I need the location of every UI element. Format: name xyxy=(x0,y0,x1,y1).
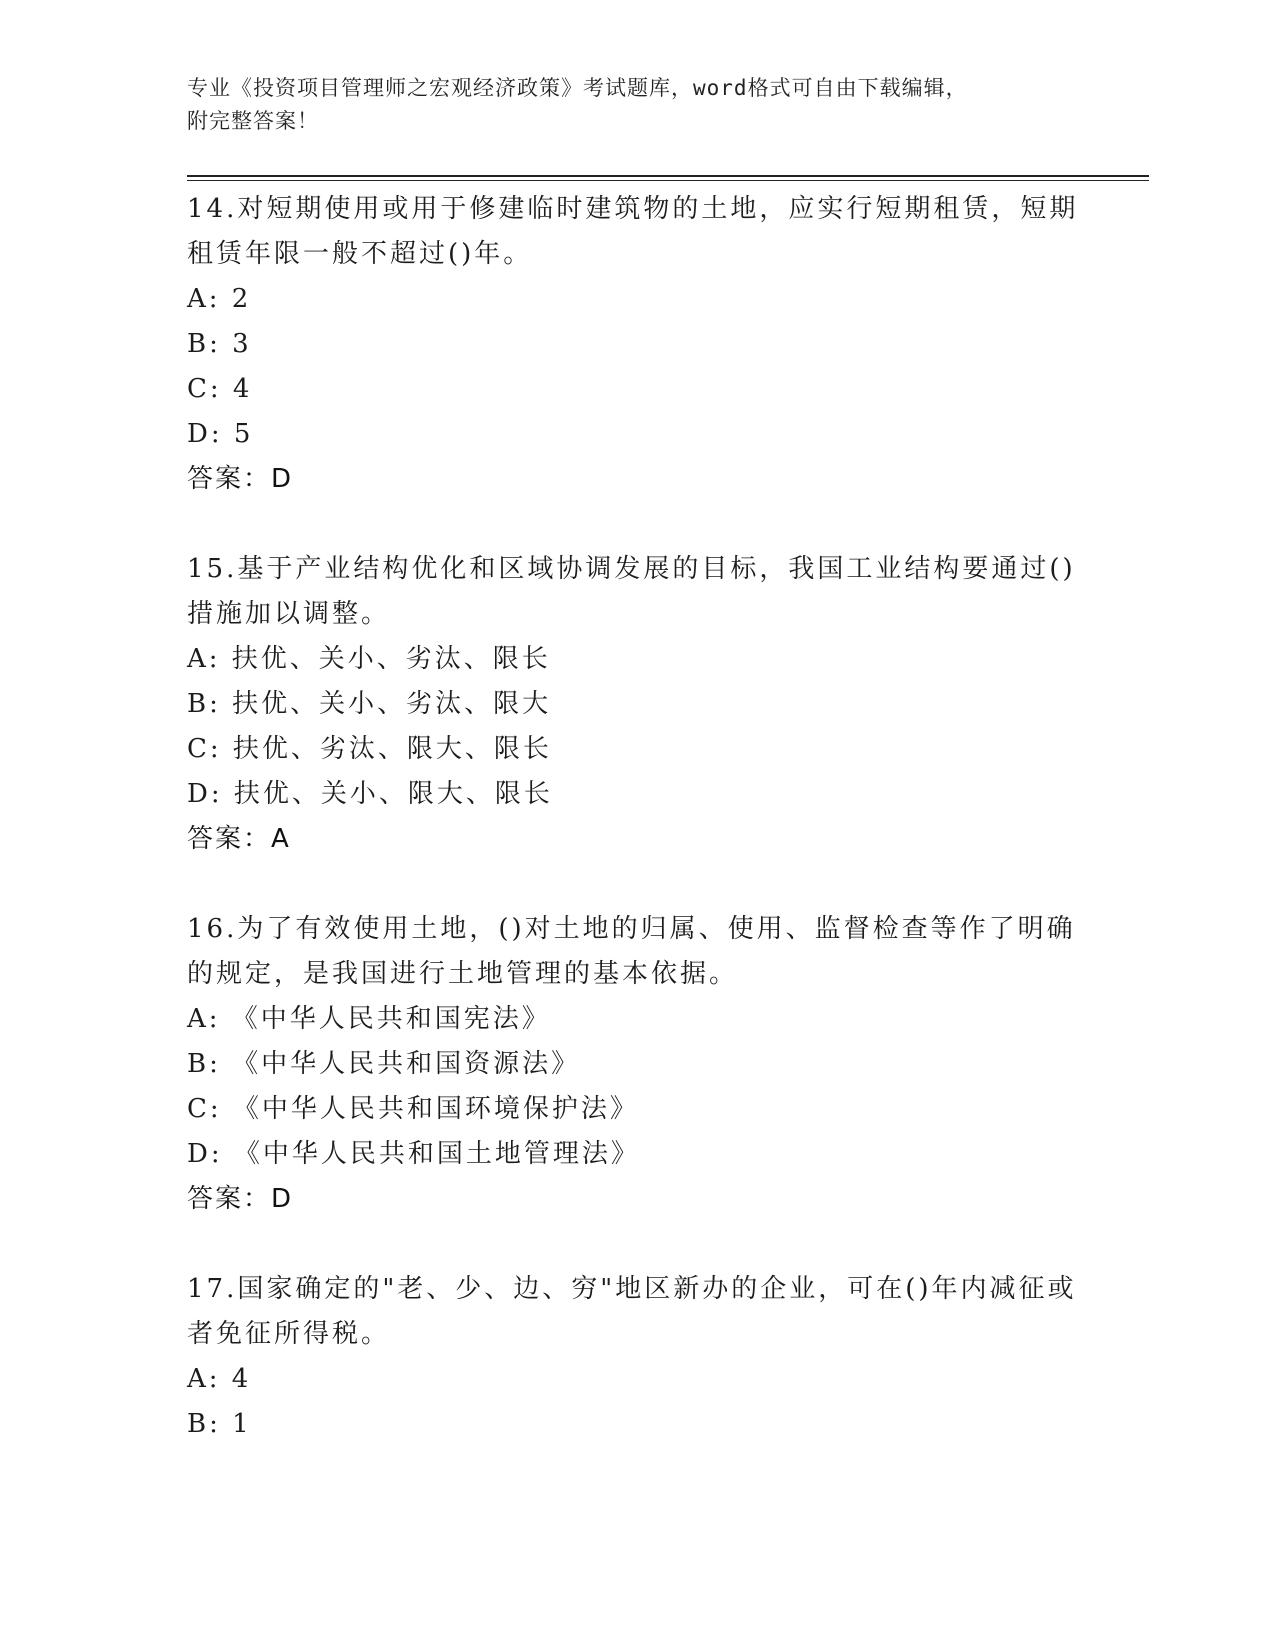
option-b: B: 《中华人民共和国资源法》 xyxy=(187,1049,581,1079)
option-b: B: 3 xyxy=(187,329,252,359)
answer: 答案：D xyxy=(187,464,294,494)
header-divider-thick xyxy=(187,175,1149,177)
option-a: A: 2 xyxy=(187,284,252,314)
question-text-line-2: 的规定，是我国进行土地管理的基本依据。 xyxy=(187,959,739,989)
option-b: B: 1 xyxy=(187,1409,252,1439)
answer: 答案：D xyxy=(187,1184,294,1214)
option-b: B: 扶优、关小、劣汰、限大 xyxy=(187,689,552,719)
question-text-line-2: 租赁年限一般不超过()年。 xyxy=(187,239,533,269)
document-header xyxy=(187,72,1067,138)
question-text-line-1: 17.国家确定的"老、少、边、穷"地区新办的企业，可在()年内减征或 xyxy=(187,1274,1077,1304)
option-c: C: 扶优、劣汰、限大、限长 xyxy=(187,734,552,764)
question-text-line-1: 16.为了有效使用土地，()对土地的归属、使用、监督检查等作了明确 xyxy=(187,914,1076,944)
question-text-line-2: 者免征所得税。 xyxy=(187,1319,391,1349)
header-line-2: 附完整答案！ xyxy=(187,109,319,133)
header-divider-thin xyxy=(187,180,1149,181)
question-text-line-1: 14.对短期使用或用于修建临时建筑物的土地，应实行短期租赁，短期 xyxy=(187,194,1079,224)
question-text-line-1: 15.基于产业结构优化和区域协调发展的目标，我国工业结构要通过() xyxy=(187,554,1076,584)
option-c: C: 《中华人民共和国环境保护法》 xyxy=(187,1094,639,1124)
question-16 xyxy=(187,907,1087,1222)
answer: 答案：A xyxy=(187,824,291,854)
header-line-1: 专业《投资项目管理师之宏观经济政策》考试题库，word格式可自由下载编辑， xyxy=(187,76,968,100)
option-c: C: 4 xyxy=(187,374,253,404)
option-d: D: 5 xyxy=(187,419,254,449)
option-a: A: 4 xyxy=(187,1364,252,1394)
option-d: D: 扶优、关小、限大、限长 xyxy=(187,779,553,809)
question-15 xyxy=(187,547,1087,862)
question-17 xyxy=(187,1267,1087,1447)
option-d: D: 《中华人民共和国土地管理法》 xyxy=(187,1139,640,1169)
question-14 xyxy=(187,187,1087,502)
option-a: A: 《中华人民共和国宪法》 xyxy=(187,1004,551,1034)
option-a: A: 扶优、关小、劣汰、限长 xyxy=(187,644,551,674)
question-text-line-2: 措施加以调整。 xyxy=(187,599,391,629)
